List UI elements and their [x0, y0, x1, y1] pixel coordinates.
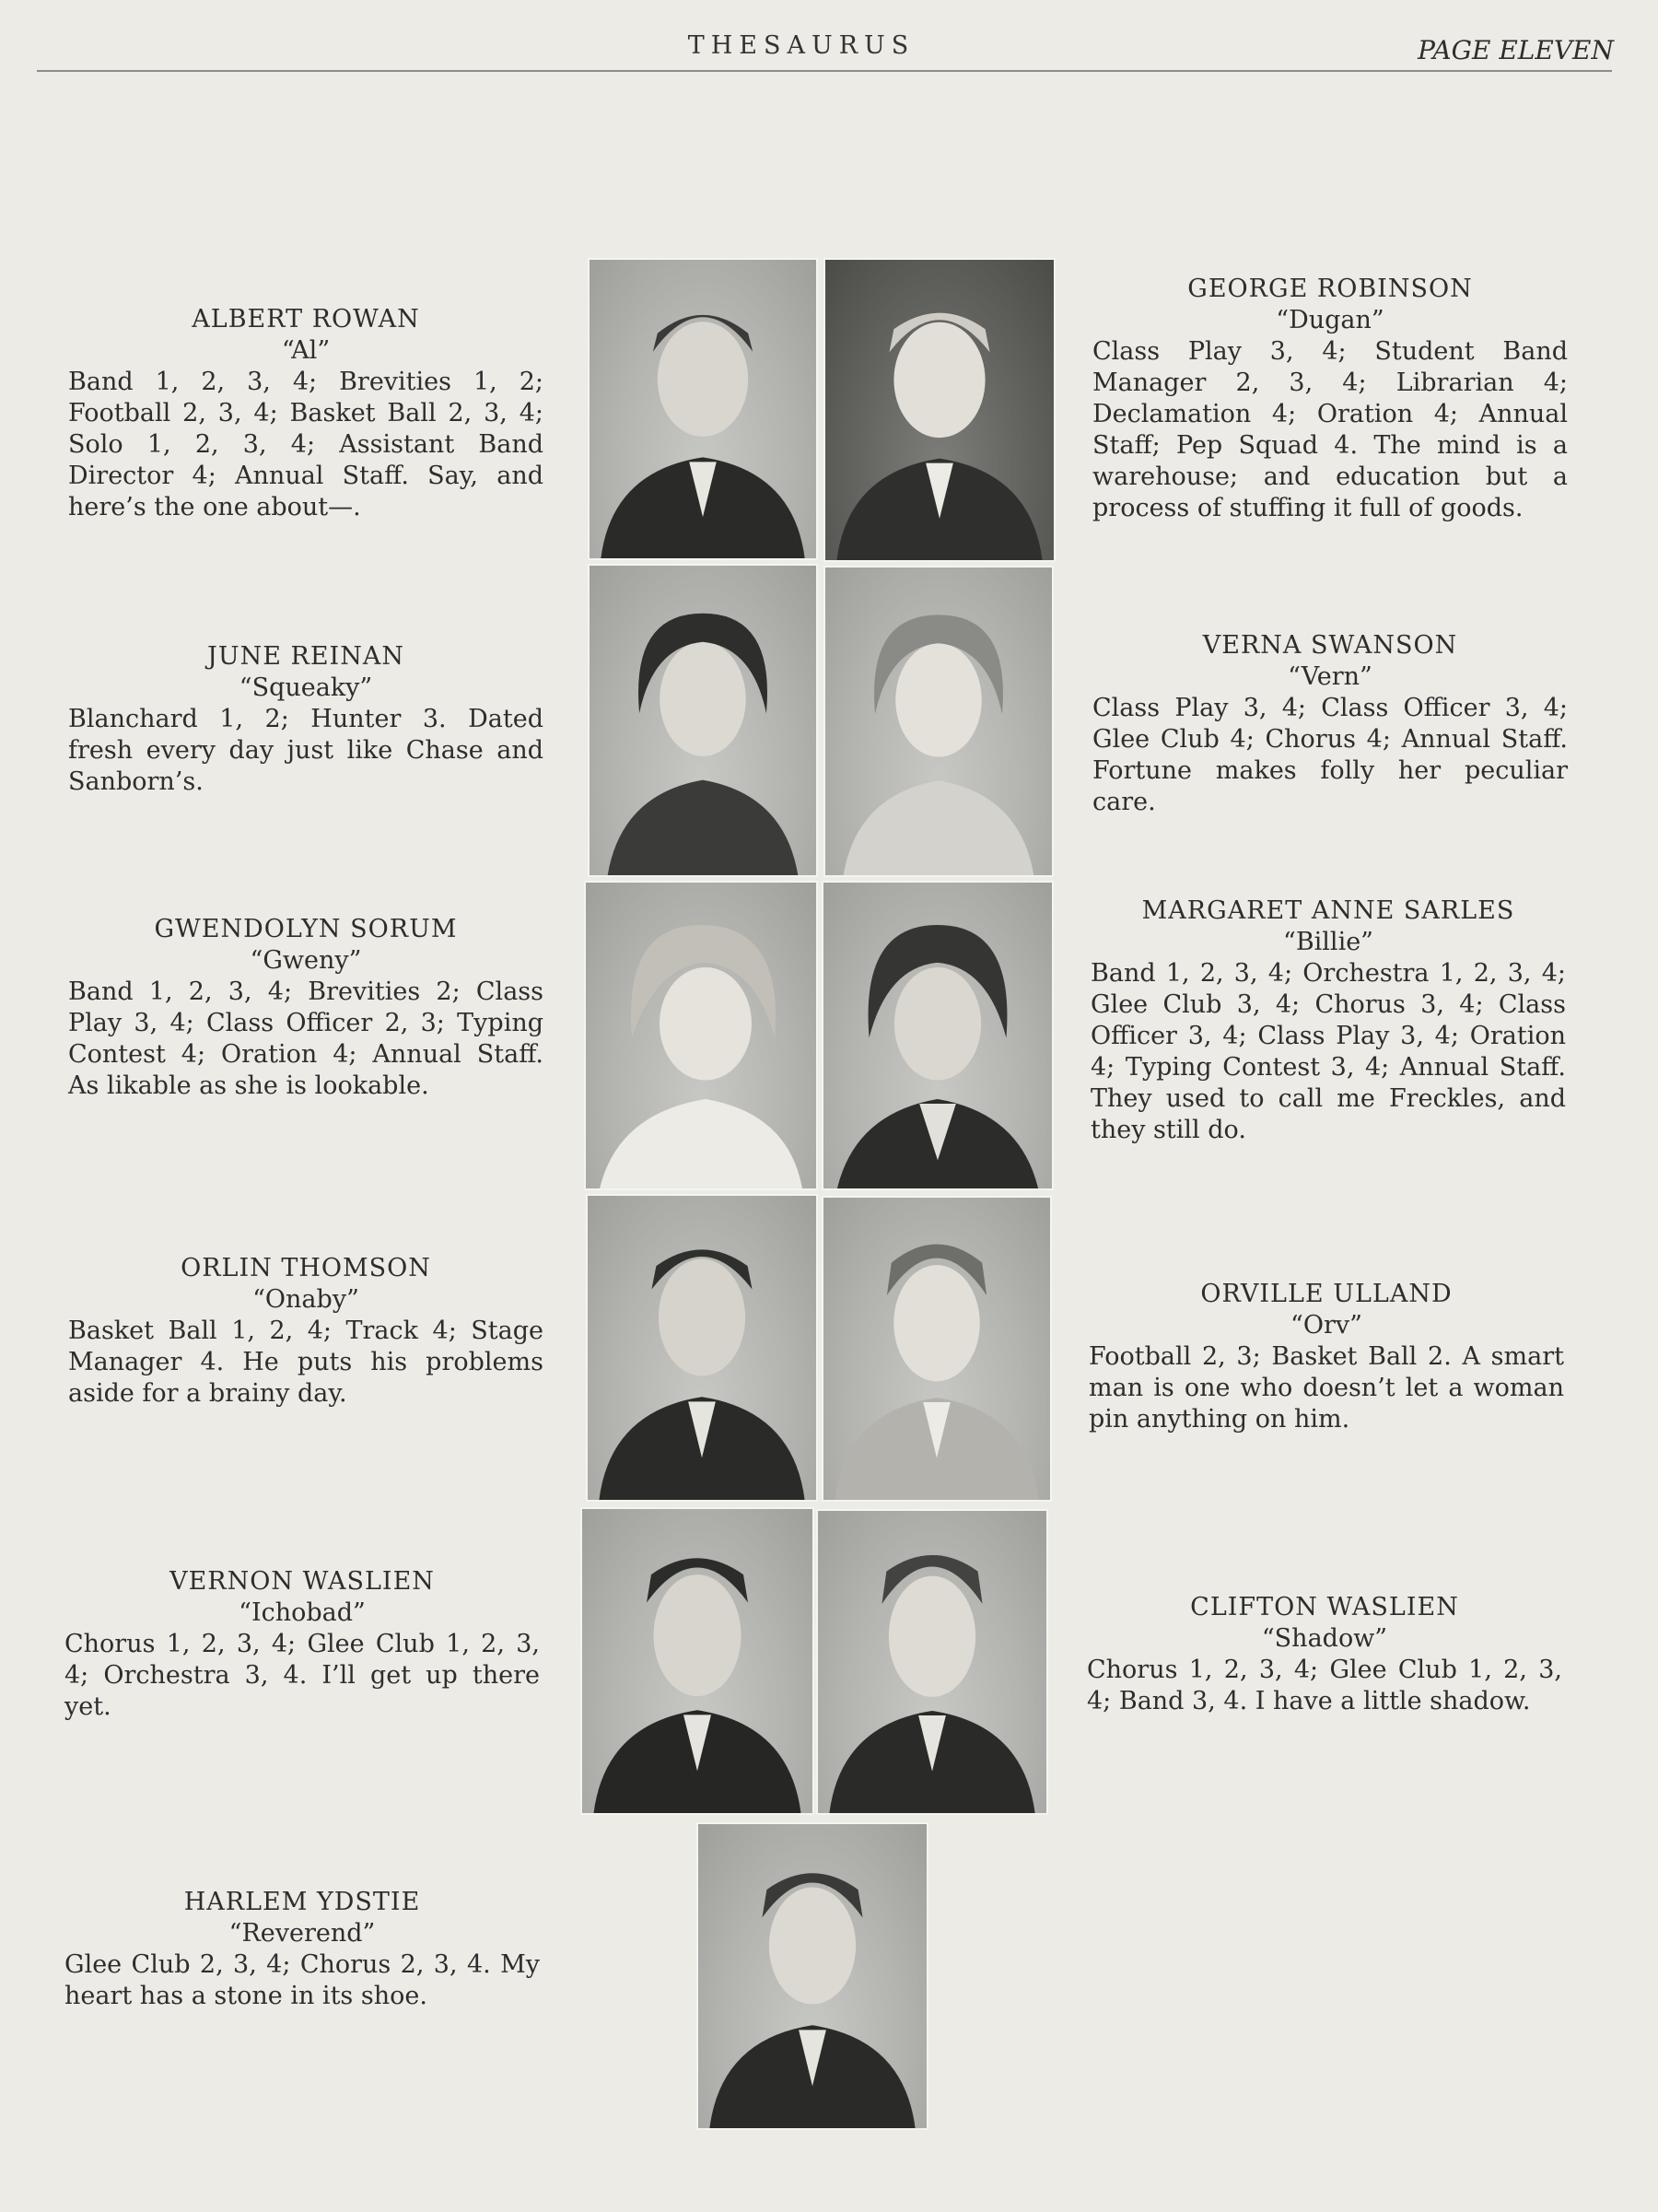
portrait-photo-june-reinan — [588, 564, 818, 877]
student-activities: Glee Club 2, 3, 4; Chorus 2, 3, 4. My heart has a stone in its shoe. — [64, 1950, 540, 2010]
portrait-photo-margaret-anne-sarles — [822, 881, 1054, 1190]
student-name: ALBERT ROWAN — [192, 305, 420, 334]
student-name: JUNE REINAN — [207, 642, 404, 671]
student-nickname: “Billie” — [1283, 928, 1373, 956]
student-name: ORVILLE ULLAND — [1200, 1280, 1453, 1308]
student-bio-orville-ulland — [1089, 1279, 1564, 1435]
student-name: VERNA SWANSON — [1202, 631, 1458, 660]
student-bio-gwendolyn-sorum — [68, 914, 543, 1102]
student-nickname: “Squeaky” — [239, 673, 373, 702]
student-nickname: “Onaby” — [252, 1285, 359, 1314]
student-bio-margaret-anne-sarles — [1091, 895, 1566, 1146]
portrait-photo-orville-ulland — [822, 1196, 1052, 1502]
student-nickname: “Orv” — [1290, 1311, 1362, 1340]
student-bio-orlin-thomson — [68, 1253, 543, 1410]
student-nickname: “Gweny” — [250, 946, 362, 975]
student-activities: Chorus 1, 2, 3, 4; Glee Club 1, 2, 3, 4; Orchestra 3, 4. I’ll get up there yet. — [64, 1630, 540, 1721]
student-nickname: “Reverend” — [228, 1919, 376, 1948]
student-name: ORLIN THOMSON — [181, 1254, 431, 1282]
portrait-photo-albert-rowan — [588, 258, 818, 560]
student-name: VERNON WASLIEN — [169, 1567, 435, 1596]
student-bio-verna-swanson — [1092, 630, 1568, 818]
portrait-photo-orlin-thomson — [586, 1194, 818, 1502]
student-activities: Chorus 1, 2, 3, 4; Glee Club 1, 2, 3, 4; Band 3, 4. I have a little shadow. — [1087, 1656, 1562, 1715]
student-bio-harlem-ydstie — [64, 1887, 540, 2012]
student-bio-george-robinson — [1092, 274, 1568, 524]
page-number-label: PAGE ELEVEN — [1418, 35, 1614, 65]
portrait-photo-gwendolyn-sorum — [584, 881, 818, 1190]
student-bio-clifton-waslien — [1087, 1592, 1562, 1717]
student-nickname: “Dugan” — [1276, 306, 1384, 334]
student-nickname: “Vern” — [1288, 662, 1372, 691]
student-activities: Basket Ball 1, 2, 4; Track 4; Stage Manager 4. He puts his problems aside for a brainy day. — [68, 1317, 543, 1408]
portrait-photo-george-robinson — [823, 258, 1056, 562]
student-name: HARLEM YDSTIE — [183, 1888, 421, 1916]
page-header-title: THESAURUS — [687, 31, 916, 60]
student-activities: Football 2, 3; Basket Ball 2. A smart man is one who doesn’t let a woman pin anything on him. — [1089, 1342, 1564, 1434]
student-nickname: “Ichobad” — [239, 1598, 366, 1627]
student-bio-june-reinan — [68, 641, 543, 798]
student-nickname: “Al” — [281, 336, 331, 365]
student-bio-albert-rowan — [68, 304, 543, 523]
student-activities: Class Play 3, 4; Student Band Manager 2, 3, 4; Librarian 4; Declamation 4; Oration 4; Annual Staff; Pep Squad 4. The mind is a warehouse; and education but a process of stuffing it full of goods. — [1092, 337, 1568, 522]
student-activities: Blanchard 1, 2; Hunter 3. Dated fresh every day just like Chase and Sanborn’s. — [68, 705, 543, 796]
student-name: GWENDOLYN SORUM — [154, 915, 458, 943]
portrait-photo-clifton-waslien — [816, 1509, 1048, 1815]
portrait-photo-vernon-waslien — [580, 1507, 814, 1815]
student-activities: Band 1, 2, 3, 4; Orchestra 1, 2, 3, 4; Glee Club 3, 4; Chorus 3, 4; Class Officer 3, 4; Class Play 3, 4; Oration 4; Typing Contest 3, 4; Annual Staff. They used to call me Freckles, and they still do. — [1091, 959, 1566, 1144]
student-nickname: “Shadow” — [1261, 1624, 1388, 1653]
student-name: MARGARET ANNE SARLES — [1141, 896, 1515, 925]
student-activities: Band 1, 2, 3, 4; Brevities 2; Class Play 3, 4; Class Officer 2, 3; Typing Contest 4; Oration 4; Annual Staff. As likable as she is lookable. — [68, 977, 543, 1100]
portrait-photo-verna-swanson — [823, 566, 1054, 877]
header-rule — [37, 70, 1612, 72]
student-activities: Band 1, 2, 3, 4; Brevities 1, 2; Football 2, 3, 4; Basket Ball 2, 3, 4; Solo 1, 2, 3, 4; Assistant Band Director 4; Annual Staff. Say, and here’s the one about—. — [68, 368, 543, 521]
portrait-photo-harlem-ydstie — [696, 1822, 928, 2130]
student-name: GEORGE ROBINSON — [1187, 275, 1473, 303]
student-bio-vernon-waslien — [64, 1566, 540, 1723]
student-activities: Class Play 3, 4; Class Officer 3, 4; Glee Club 4; Chorus 4; Annual Staff. Fortune makes folly her peculiar care. — [1092, 694, 1568, 816]
student-name: CLIFTON WASLIEN — [1190, 1593, 1459, 1621]
